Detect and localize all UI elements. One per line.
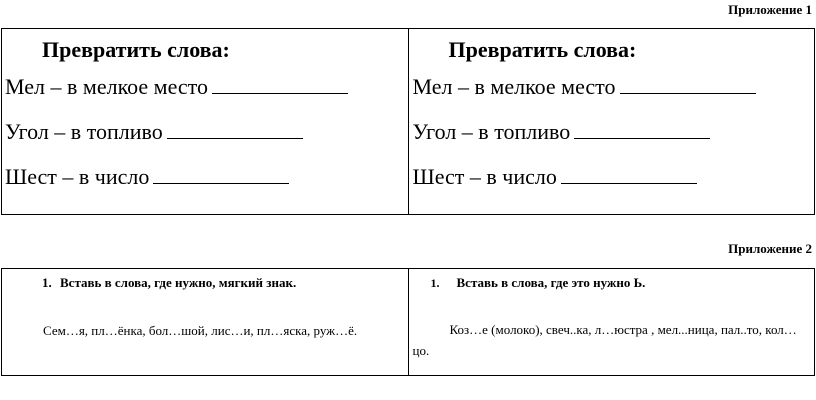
soft-sign-words: Сем…я, пл…ёнка, бол…шой, лис…и, пл…яска, руж…ё.	[43, 323, 358, 338]
soft-sign-cell-right	[408, 269, 815, 376]
soft-sign-task	[409, 275, 815, 291]
word-transform-line	[409, 118, 815, 145]
word-transform-text: Мел – в мелкое место	[5, 74, 208, 99]
answer-blank	[167, 118, 303, 139]
word-transform-line	[409, 73, 815, 100]
appendix-1-label: Приложение 1	[728, 2, 812, 17]
appendix-2-label: Приложение 2	[728, 241, 812, 256]
answer-blank	[212, 73, 348, 94]
soft-sign-table	[1, 268, 815, 376]
soft-sign-words: Коз…е (молоко), свеч..ка, л…юстра , мел...ница, пал..то, кол…цо.	[412, 322, 797, 358]
soft-sign-cell-left	[2, 269, 409, 376]
answer-blank	[620, 73, 756, 94]
task-number: 1.	[42, 275, 52, 290]
word-transform-line	[2, 118, 408, 145]
word-transform-text: Мел – в мелкое место	[412, 74, 616, 99]
answer-blank	[561, 163, 697, 184]
word-transform-text: Угол – в топливо	[412, 119, 571, 144]
task-text: Вставь в слова, где нужно, мягкий знак.	[60, 275, 297, 290]
word-transform-text: Шест – в число	[412, 164, 557, 189]
task-number: 1.	[430, 276, 440, 290]
word-transform-text: Угол – в топливо	[5, 119, 163, 144]
word-transform-cell-left	[2, 29, 409, 215]
word-transform-line	[2, 163, 408, 190]
answer-blank	[153, 163, 289, 184]
word-transform-cell-right	[408, 29, 815, 215]
word-transform-heading: Превратить слова:	[448, 37, 637, 62]
word-transform-line	[409, 163, 815, 190]
word-transform-table	[1, 28, 815, 215]
answer-blank	[574, 118, 710, 139]
word-transform-line	[2, 73, 408, 100]
word-transform-heading: Превратить слова:	[42, 37, 230, 62]
task-text: Вставь в слова, где это нужно Ь.	[456, 275, 646, 290]
word-transform-text: Шест – в число	[5, 164, 150, 189]
soft-sign-task	[2, 275, 408, 291]
